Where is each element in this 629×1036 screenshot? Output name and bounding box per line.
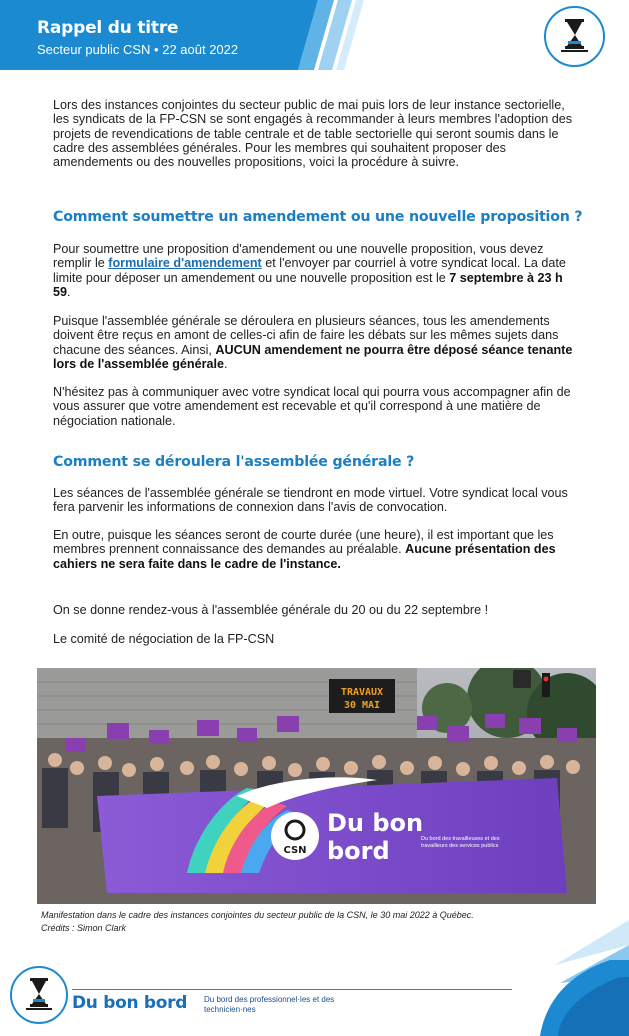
section2-paragraph-1 — [53, 486, 573, 515]
footer-brand: Du bon bord — [72, 993, 188, 1013]
text-span: et l'envoyer par courriel à votre syndicat local. La date limite pour déposer un amendement ou une nouvelle proposition est le — [53, 256, 566, 285]
text-span: . — [224, 356, 228, 371]
banner-csn-logo: CSN — [283, 845, 307, 856]
photo-caption — [41, 909, 561, 935]
section2-paragraph-2 — [53, 528, 573, 571]
amendment-form-link[interactable]: formulaire d'amendement — [108, 256, 262, 271]
section1-heading: Comment soumettre un amendement ou une nouvelle proposition ? — [53, 209, 583, 225]
deadline-date: 7 septembre à 23 h 59 — [53, 270, 563, 299]
virtual-mode-text: Les séances de l'assemblée générale se tiendront en mode virtuel. Votre syndicat local vous fera parvenir les informations de connexion dans l'avis de convocation. — [53, 486, 568, 515]
signature — [53, 632, 573, 646]
footer-corner-graphic — [520, 915, 629, 1036]
header-subtitle: Secteur public CSN • 22 août 2022 — [37, 42, 239, 57]
intro-paragraph — [53, 98, 573, 169]
no-presentation-notice: Aucune présentation des cahiers ne sera faite dans le cadre de l'instance. — [53, 542, 556, 571]
text-span: . — [67, 284, 71, 299]
no-amendment-notice: AUCUN amendement ne pourra être déposé séance tenante lors de l'assemblée générale — [53, 342, 573, 371]
page-number: 2 — [606, 1000, 613, 1014]
text-span: Pour soumettre une proposition d'amendement ou une nouvelle proposition, vous devez remplir le — [53, 242, 544, 271]
header-title: Rappel du titre — [37, 18, 179, 38]
caption-line-2: Crédits : Simon Clark — [41, 923, 127, 933]
page-header — [0, 0, 629, 70]
footer-divider — [72, 989, 512, 990]
protest-photo — [37, 668, 596, 904]
banner-title-1: Du bon — [327, 809, 424, 837]
section1-paragraph-3 — [53, 385, 573, 428]
sign-line-2: 30 MAI — [343, 700, 381, 711]
section1-paragraph-1 — [53, 242, 573, 299]
banner-title-2: bord — [327, 837, 390, 865]
sign-line-1: TRAVAUX — [340, 687, 384, 698]
signature-text: Le comité de négociation de la FP-CSN — [53, 632, 275, 646]
text-span: En outre, puisque les séances seront de courte durée (une heure), il est important que les membres prennent connaissance des demandes au préalable. — [53, 528, 554, 557]
intro-text: Lors des instances conjointes du secteur public de mai puis lors de leur instance sectorielle, les syndicats de la FP-CSN se sont engagés à recommander à leurs membres l'adoption des projets de revendications de table centrale et de table sectorielle qui seront soumis dans le cadre des assemblées générales. Pour les membres qui souhaitent proposer des amendements ou des nouvelles propositions, voici la procédure à suivre. — [53, 98, 573, 170]
text-span: Puisque l'assemblée générale se déroulera en plusieurs séances, tous les amendements doivent être reçus en amont de celles-ci afin de faire les débats sur les mêmes sujets dans chacune des séances. Ainsi, — [53, 314, 559, 357]
banner-small-text: Du bord des travailleuses et des travailleurs des services publics — [421, 836, 500, 849]
footer-hourglass-icon — [10, 966, 68, 1024]
footer-tagline: Du bord des professionnel·les et des technicien·nes — [204, 995, 335, 1014]
section2-heading: Comment se déroulera l'assemblée générale ? — [53, 454, 415, 470]
hourglass-icon — [544, 6, 605, 67]
caption-line-1: Manifestation dans le cadre des instances conjointes du secteur public de la CSN, le 30 mai 2022 à Québec. — [41, 910, 474, 920]
section1-paragraph-2 — [53, 314, 573, 371]
rendezvous-text: On se donne rendez-vous à l'assemblée générale du 20 ou du 22 septembre ! — [53, 603, 489, 617]
contact-text: N'hésitez pas à communiquer avec votre syndicat local qui pourra vous accompagner afin de vous assurer que votre amendement est recevable et qu'il correspond à une matière de négociation nationale. — [53, 385, 571, 428]
section2-paragraph-3 — [53, 603, 573, 617]
